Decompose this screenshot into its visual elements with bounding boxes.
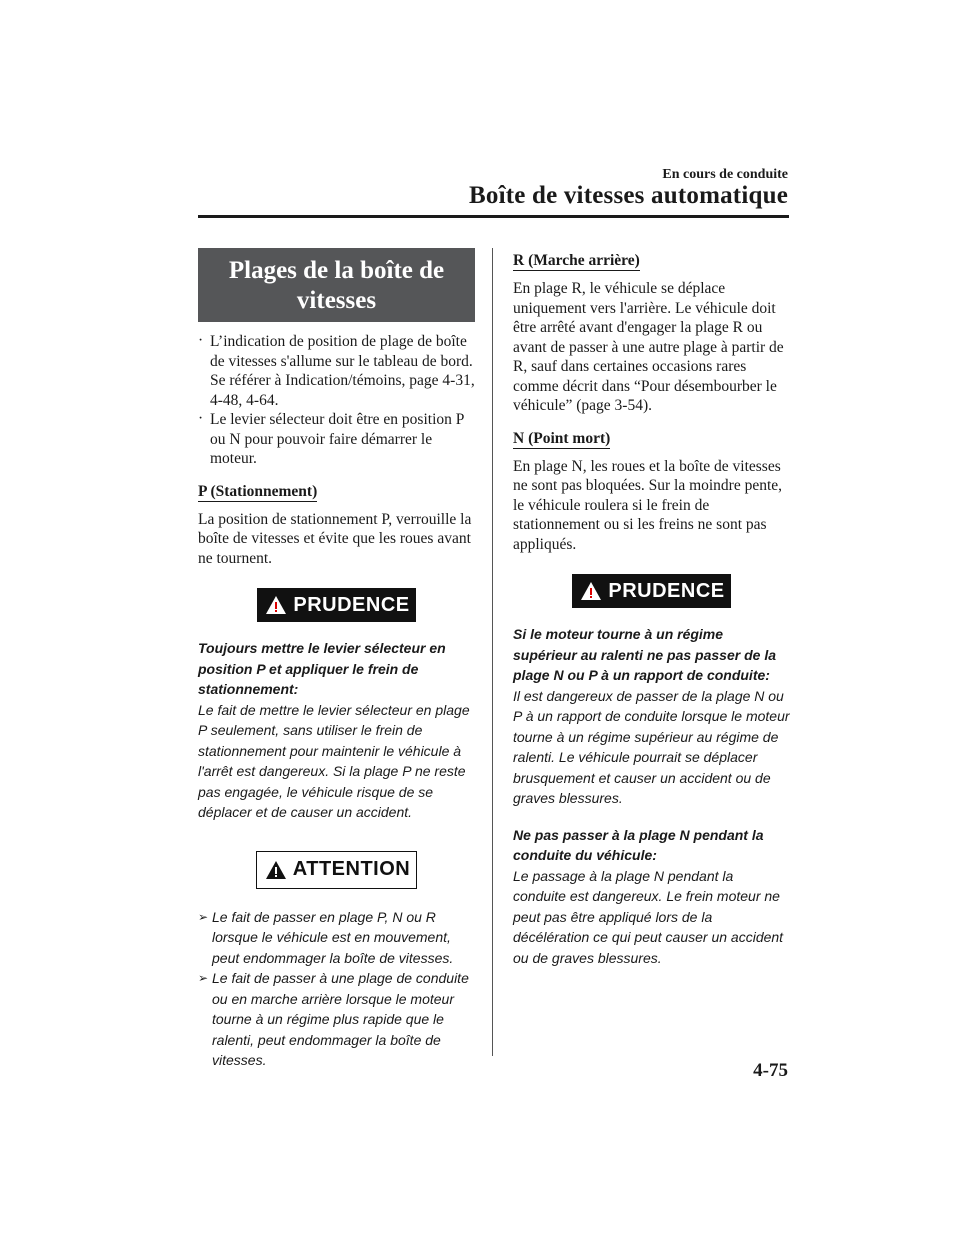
dot-bullet-icon: · <box>198 410 204 427</box>
prudence-badge: PRUDENCE <box>257 588 415 622</box>
prudence-heading: Toujours mettre le levier sélecteur en position P et appliquer le frein de stationnement: <box>198 640 446 697</box>
right-column <box>513 248 790 968</box>
prudence-heading: Ne pas passer à la plage N pendant la conduite du véhicule: <box>513 826 764 863</box>
chapter-label: En cours de conduite <box>662 167 788 182</box>
r-text: En plage R, le véhicule se déplace uniquement vers l'arrière. Le véhicule doit être arrêté avant d'engager la plage R ou avant de passer à une autre plage à partir de R, sauf dans certaines occasions rares comme décrit dans “Pour désembourber le véhicule” (page 3-54). <box>513 280 784 414</box>
attention-list <box>198 907 475 1071</box>
prudence-badge: PRUDENCE <box>572 574 730 608</box>
p-heading: P (Stationnement) <box>198 482 318 500</box>
prudence-body: Le passage à la plage N pendant la conduite est dangereux. Le frein moteur ne peut pas être appliqué lors de la décélération ce qui peut causer un accident ou de graves blessures. <box>513 867 784 966</box>
arrow-bullet-icon: ➢ <box>198 909 209 924</box>
arrow-bullet-icon: ➢ <box>198 971 209 985</box>
warning-triangle-icon <box>580 581 602 601</box>
p-text: La position de stationnement P, verrouille la boîte de vitesses et évite que les roues avant ne tournent. <box>198 510 472 567</box>
page-title: Boîte de vitesses automatique <box>469 182 788 209</box>
warning-triangle-icon <box>265 595 287 615</box>
list-item: ➢ Le fait de passer en plage P, N ou R lorsque le véhicule est en mouvement, peut endommager la boîte de vitesses. <box>198 908 454 966</box>
n-text: En plage N, les roues et la boîte de vitesses ne sont pas bloquées. Sur la moindre pente, le véhicule roulera si le frein de stationnement ou si les freins ne sont pas appliqués. <box>513 457 783 553</box>
dot-bullet-icon: · <box>198 332 204 349</box>
list-item: ➢ Le fait de passer à une plage de conduite ou en marche arrière lorsque le moteur tourne à un régime plus rapide que le ralenti, peut endommager la boîte de vitesses. <box>198 970 469 1068</box>
warning-triangle-icon <box>265 860 287 880</box>
prudence-body: Il est dangereux de passer de la plage N ou P à un rapport de conduite lorsque le moteur tourne à un régime supérieur au régime de ralenti. Le véhicule pourrait se déplacer brusquement et causer un accident ou de graves blessures. <box>513 687 790 806</box>
bullet-list <box>198 332 475 469</box>
r-heading: R (Marche arrière) <box>513 252 640 269</box>
prudence-heading: Si le moteur tourne à un régime supérieur au ralenti ne pas passer de la plage N ou P à un rapport de conduite: <box>513 626 776 683</box>
page-number: 4-75 <box>753 1060 788 1081</box>
column-divider <box>492 248 493 1056</box>
left-column <box>198 248 475 1071</box>
n-heading: N (Point mort) <box>513 429 611 447</box>
list-item: · Le levier sélecteur doit être en position P ou N pour pouvoir faire démarrer le moteur. <box>198 410 464 467</box>
section-title: Plages de la boîte de vitesses <box>198 248 475 322</box>
header-rule <box>198 215 789 218</box>
prudence-body: Le fait de mettre le levier sélecteur en plage P seulement, sans utiliser le frein de stationnement pour maintenir le véhicule à l'arrêt est dangereux. Si la plage P ne reste pas engagée, le véhicule risque de se déplacer et de causer un accident. <box>198 701 470 820</box>
attention-badge: ATTENTION <box>256 851 417 889</box>
list-item: · L’indication de position de plage de boîte de vitesses s'allume sur le tableau de bord. Se référer à Indication/témoins, page 4-31, 4-48, 4-64. <box>198 332 475 409</box>
